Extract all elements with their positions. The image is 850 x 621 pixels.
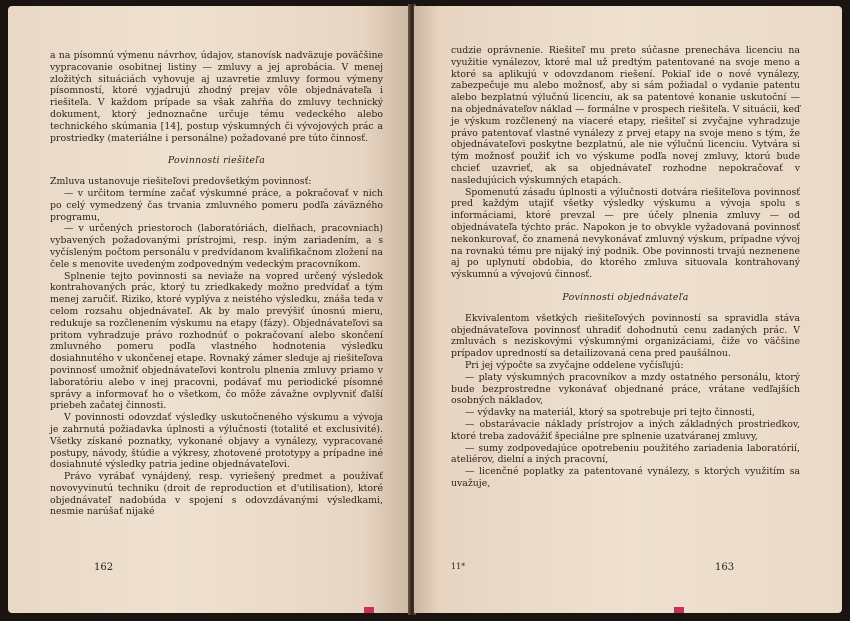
bookmark-tab <box>674 607 684 613</box>
paragraph: V povinnosti odovzdať výsledky uskutočneného výskumu a vývoja je zahrnutá požiadavka úplnosti a výlučnosti (totalité et exclusivité). Všetky získané poznatky, vykonané objavy a vynálezy, vypracované postupy, návody, štúdie a výkresy, zhotovené prototypy a prípadne iné dosiahnuté výsledky patria jedine objednávateľovi. <box>50 412 383 471</box>
paragraph: Pri jej výpočte sa zvyčajne oddelene vyčísľujú: <box>465 359 684 371</box>
list-item: — licenčné poplatky za patentované vynálezy, s ktorých využitím sa uvažuje, <box>451 466 800 489</box>
left-body <box>50 176 383 518</box>
page-number: 162 <box>94 562 114 573</box>
signature-mark: 11* <box>451 562 466 571</box>
right-page-text <box>451 45 800 490</box>
list-item: — sumy zodpovedajúce opotrebeniu použitého zariadenia laboratórií, ateliérov, dielní a iných pracovní, <box>451 442 800 466</box>
page-number: 163 <box>715 562 735 573</box>
paragraph: Spomenutú zásadu úplnosti a výlučnosti dotvára riešiteľova povinnosť pred každým utajiť všetky výsledky výskumu a vývoja spolu s informáciami, ktoré prevzal — pre účely plnenia zmluvy — od objednávateľa týchto prác. Napokon je to obvykle vyžadovaná povinnosť nekonkurovať, čo znamená nevykonávať zmluvný výskum, prípadne vývoj na rovnakú tému pre nijaký iný podnik. Obe povinnosti trvajú neznenene aj po uplynutí obdobia, do ktorého zmluva situovala kontrahovaný výskumnú a vývojovú činnosť. <box>451 186 800 281</box>
bookmark-tab <box>364 607 374 613</box>
left-page-text <box>50 50 383 518</box>
section-heading: Povinnosti objednávateľa <box>562 291 689 303</box>
section-heading: Povinnosti riešiteľa <box>167 155 266 167</box>
list-item: — obstarávacie náklady prístrojov a iných základných prostriedkov, ktoré treba zadovážiť špeciálne pre splnenie uzatváranej zmluvy, <box>451 418 800 442</box>
paragraph: Právo vyrábať vynájdený, resp. vyriešený predmet a používať novovyvinutú techniku (droit de reproduction et d'utilisation), ktoré objednávateľ nadobúda v spojení s odovzdávanými výsledkami, nesmie narúšať nijaké <box>50 471 383 518</box>
paragraph: Zmluva ustanovuje riešiteľovi predovšetkým povinnosť: <box>50 176 312 188</box>
right-page <box>414 6 842 613</box>
right-body <box>451 313 800 490</box>
list-item: — výdavky na materiál, ktorý sa spotrebuje pri tejto činnosti, <box>465 407 755 419</box>
left-page <box>8 6 410 613</box>
list-item: — v určitom termíne začať výskumné práce, a pokračovať v nich po celý vymedzený čas trvania zmluvného pomeru podľa záväzného programu, <box>50 187 383 223</box>
paragraph: a na písomnú výmenu návrhov, údajov, stanovísk nadväzuje poväčšine vypracovanie osobitnej listiny — zmluvy a jej aprobácia. V menej zložitých situáciách vyhovuje aj uzavretie zmluvy formou výmeny písomností, ktoré vyjadrujú zhodný prejav vôle objednávateľa i riešiteľa. V každom prípade sa však zahŕňa do zmluvy technický dokument, ktorý jednoznačne určuje tému vedeckého alebo technického skúmania [14], postup výskumných či vývojových prác a prostriedky (materiálne i personálne) požadované pre túto činnosť. <box>50 50 383 144</box>
paragraph: Ekvivalentom všetkých riešiteľových povinností sa spravidla stáva objednávateľova povinnosť uhradiť dohodnutú cenu zadaných prác. V zmluvách s neziskovými výskumnými organizáciami, čiže vo väčšine prípadov upredností sa detailizovaná cena pred paušálnou. <box>451 312 800 360</box>
list-item: — v určených priestoroch (laboratóriách, dielňach, pracovniach) vybavených požadovanými prístrojmi, resp. iným zariadením, a s vyčísleným počtom personálu v predvídanom kvalifikačnom zložení na čele s menovite uvedeným zodpovedným vedeckým pracovníkom. <box>50 223 383 270</box>
paragraph: cudzie oprávnenie. Riešiteľ mu preto súčasne prenecháva licenciu na využitie vynálezov, ktoré mal už predtým patentované na svoje meno a ktoré sa aplikujú v odovzdanom riešení. Pokiaľ ide o nové vynálezy, zabezpečuje mu alebo možnosť, aby si sám požiadal o vydanie patentu alebo bezplatnú výlučnú licenciu, ak sa patentové konanie uskutoční — na objednávateľov náklad — formálne v prospech riešiteľa. V situácii, keď je výskum rozčlenený na viaceré etapy, riešiteľ si zvyčajne vyhradzuje právo patentovať vlastné vynálezy z prvej etapy na svoje meno s tým, že objednávateľovi poskytne bezplatnú, ale nie výlučnú licenciu. Vytvára si tým možnosť použiť ich vo výskume podľa novej zmluvy, ktorú bude chcieť uzavrieť, ak sa objednávateľ rozhodne nepokračovať v nasledujúcich výskumných etapách. <box>451 45 800 186</box>
right-intro <box>451 45 800 281</box>
left-intro <box>50 50 383 144</box>
paragraph: Splnenie tejto povinnosti sa neviaže na vopred určený výsledok kontrahovaných prác, ktorý tu zriedkakedy možno predvídať a tým menej zaručiť. Riziko, ktoré vyplýva z neistého výsledku, znáša teda v celom rozsahu objednávateľ. Ak by malo prevýšiť únosnú mieru, redukuje sa rozčlenením výskumu na etapy (fázy). Objednávateľovi sa pritom vyhradzuje právo rozhodnúť o pokračovaní alebo skončení zmluvného pomeru podľa vlastného hodnotenia výsledku dosiahnutého v ukončenej etape. Rovnaký zámer sleduje aj riešiteľova povinnosť umožniť objednávateľovi kontrolu plnenia zmluvy priamo v laboratóriu alebo v inej pracovni, podávať mu periodické písomné správy a informovať ho o všetkom, čo môže závažne ovplyvniť ďalší priebeh začatej činnosti. <box>50 270 383 412</box>
list-item: — platy výskumných pracovníkov a mzdy ostatného personálu, ktorý bude bezprostredne vykonávať objednané práce, vrátane vedľajších osobných nákladov, <box>451 371 800 407</box>
